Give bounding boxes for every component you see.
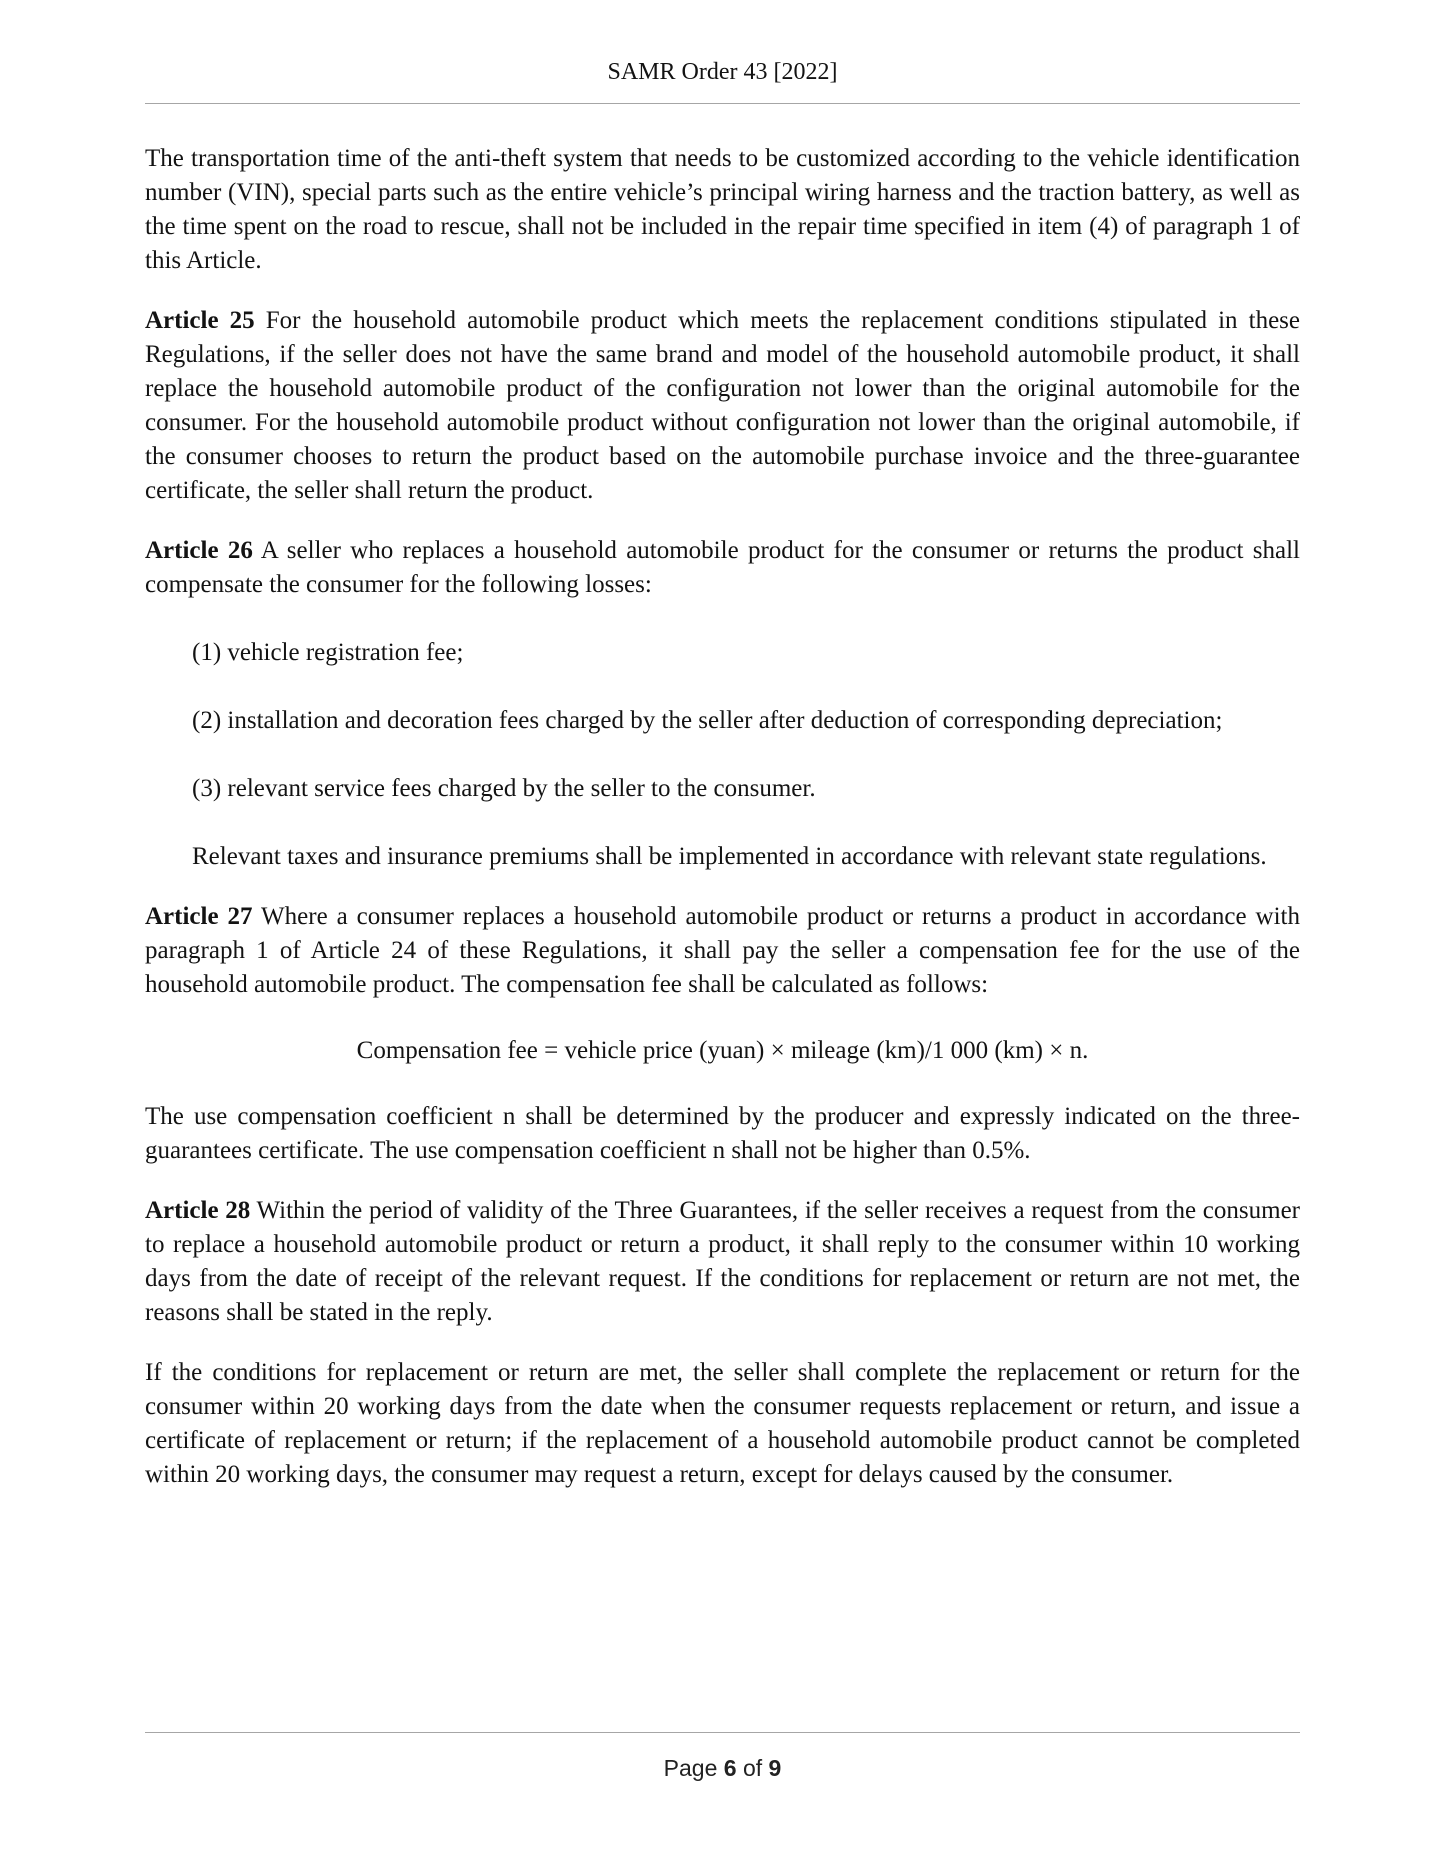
paragraph-coefficient (145, 1100, 1300, 1168)
article-25-label: Article 25 (145, 306, 255, 334)
document-content (145, 142, 1300, 1492)
footer-page-word: Page (663, 1755, 718, 1781)
paragraph-text: Relevant taxes and insurance premiums shall be implemented in accordance with relevant state regulations. (192, 842, 1267, 870)
compensation-formula: Compensation fee = vehicle price (yuan) × mileage (km)/1 000 (km) × n. (356, 1036, 1089, 1064)
list-text-1: vehicle registration fee; (227, 638, 464, 666)
footer-page-indicator (145, 1755, 1300, 1782)
list-item-1 (192, 636, 1300, 670)
list-item-3 (192, 772, 1300, 806)
paragraph-completion (145, 1356, 1300, 1492)
paragraph-article-26 (145, 534, 1300, 602)
paragraph-article-25 (145, 304, 1300, 508)
list-marker-3: (3) (192, 774, 222, 802)
page-header (145, 58, 1300, 104)
paragraph-article-28 (145, 1194, 1300, 1330)
paragraph-text: If the conditions for replacement or return are met, the seller shall complete the replacement or return for the consumer within 20 working days from the date when the consumer requests replacement or return, and issue a certificate of replacement or return; if the replacement of a household automobile product cannot be completed within 20 working days, the consumer may request a return, except for delays caused by the consumer. (145, 1358, 1300, 1488)
article-27-text: Where a consumer replaces a household automobile product or returns a product in accordance with paragraph 1 of Article 24 of these Regulations, it shall pay the seller a compensation fee for the use of the household automobile product. The compensation fee shall be calculated as follows: (145, 902, 1300, 998)
footer-page-number: 6 (723, 1755, 737, 1781)
list-text-3: relevant service fees charged by the seller to the consumer. (227, 774, 816, 802)
paragraph-text: The use compensation coefficient n shall be determined by the producer and expressly indicated on the three-guarantees certificate. The use compensation coefficient n shall not be higher than 0.5%. (145, 1102, 1300, 1164)
paragraph-transportation-time (145, 142, 1300, 278)
paragraph-article-27 (145, 900, 1300, 1002)
article-25-text: For the household automobile product which meets the replacement conditions stipulated in these Regulations, if the seller does not have the same brand and model of the household automobile product, it shall replace the household automobile product of the configuration not lower than the original automobile for the consumer. For the household automobile product without configuration not lower than the original automobile, if the consumer chooses to return the product based on the automobile purchase invoice and the three-guarantee certificate, the seller shall return the product. (145, 306, 1300, 504)
article-28-text: Within the period of validity of the Three Guarantees, if the seller receives a request from the consumer to replace a household automobile product or return a product, it shall reply to the consumer within 10 working days from the date of receipt of the relevant request. If the conditions for replacement or return are not met, the reasons shall be stated in the reply. (145, 1196, 1300, 1326)
footer-total-pages: 9 (768, 1755, 782, 1781)
article-27-label: Article 27 (145, 902, 253, 930)
footer-divider (145, 1732, 1300, 1733)
page-footer (145, 1732, 1300, 1782)
header-divider (145, 103, 1300, 104)
article-26-text: A seller who replaces a household automobile product for the consumer or returns the product shall compensate the consumer for the following losses: (145, 536, 1300, 598)
header-title: SAMR Order 43 [2022] (607, 59, 838, 85)
list-text-2: installation and decoration fees charged by the seller after deduction of corresponding depreciation; (227, 706, 1223, 734)
paragraph-text: The transportation time of the anti-theft system that needs to be customized according to the vehicle identification number (VIN), special parts such as the entire vehicle’s principal wiring harness and the traction battery, as well as the time spent on the road to rescue, shall not be included in the repair time specified in item (4) of paragraph 1 of this Article. (145, 144, 1300, 274)
paragraph-taxes (145, 840, 1300, 874)
list-marker-2: (2) (192, 706, 222, 734)
footer-of-word: of (742, 1755, 763, 1781)
list-marker-1: (1) (192, 638, 222, 666)
list-item-2 (192, 704, 1300, 738)
article-26-label: Article 26 (145, 536, 253, 564)
article-28-label: Article 28 (145, 1196, 251, 1224)
